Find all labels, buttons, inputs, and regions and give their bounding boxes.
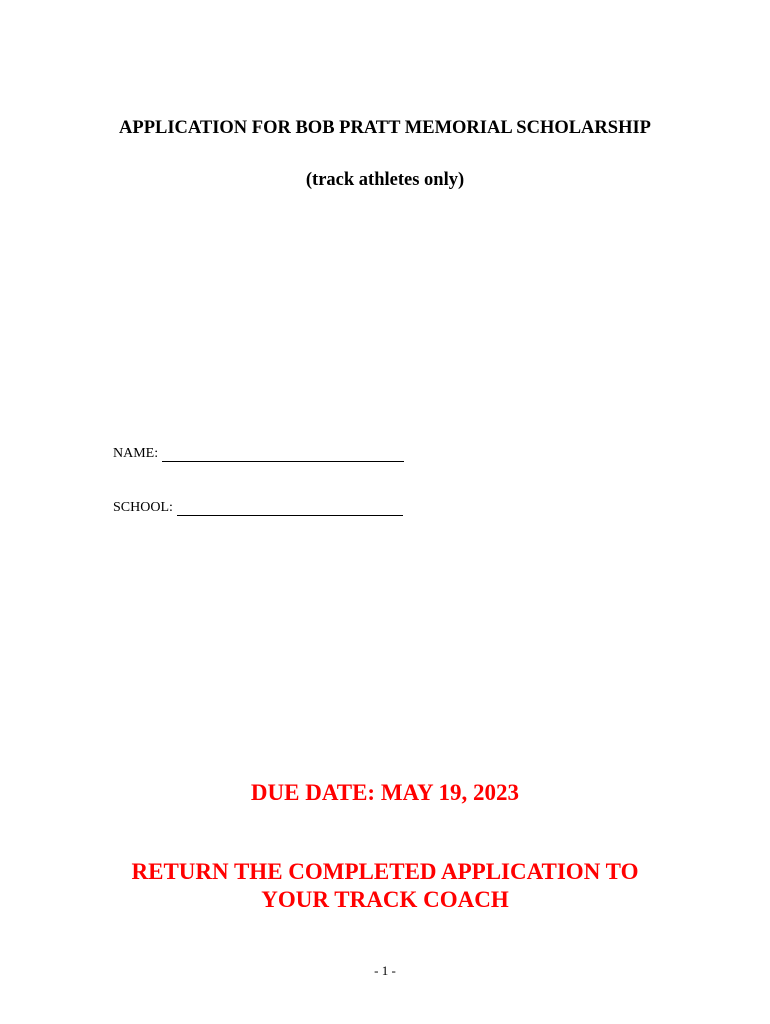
name-blank-line[interactable] <box>162 446 404 462</box>
page-number: - 1 - <box>374 963 396 978</box>
school-field <box>113 500 403 516</box>
return-instruction: RETURN THE COMPLETED APPLICATION TO YOUR TRACK COACH <box>131 859 639 912</box>
name-field <box>113 446 404 462</box>
school-label: SCHOOL: <box>113 500 173 515</box>
school-blank-line[interactable] <box>177 500 403 516</box>
due-date: DUE DATE: MAY 19, 2023 <box>250 780 520 805</box>
document-subtitle: (track athletes only) <box>305 170 465 190</box>
document-title: APPLICATION FOR BOB PRATT MEMORIAL SCHOLARSHIP <box>119 118 651 138</box>
name-label: NAME: <box>113 446 159 461</box>
